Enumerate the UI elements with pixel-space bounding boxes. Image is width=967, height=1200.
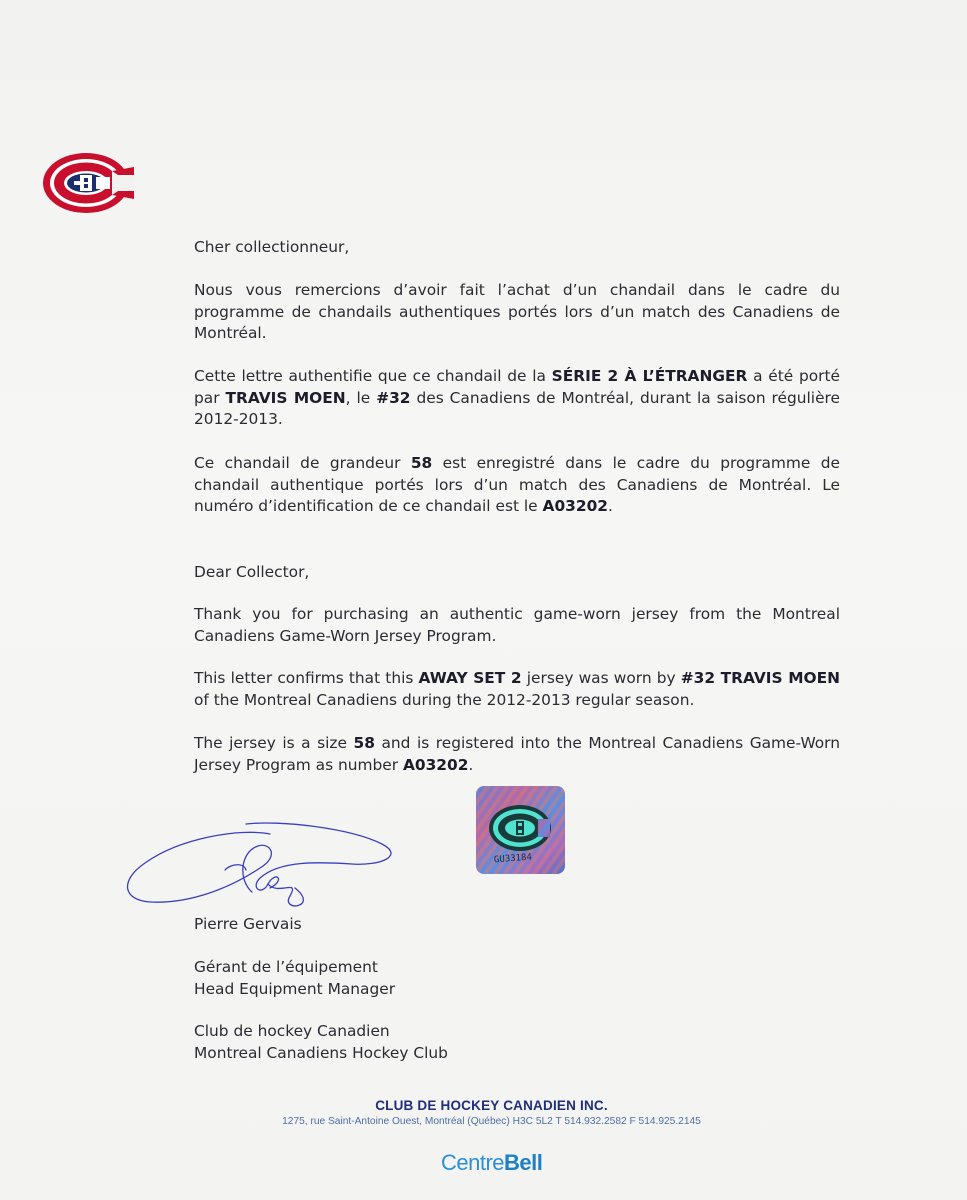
- paragraph-en-1: Thank you for purchasing an authentic game-worn jersey from the Montreal Canadiens Game-Worn Jersey Program.: [194, 605, 840, 645]
- canadiens-logo-icon: [42, 151, 134, 215]
- paragraph-fr-3: Ce chandail de grandeur 58 est enregistré dans le cadre du programme de chandail authentique portés lors d’un match des Canadiens de Montréal. Le numéro d’identification de ce chandail est le A03202.: [194, 454, 840, 515]
- footer-company: CLUB DE HOCKEY CANADIEN INC.: [375, 1098, 608, 1113]
- signature-icon: [120, 818, 400, 918]
- signatory-org-fr: Club de hockey Canadien: [194, 1022, 390, 1040]
- signatory-org-en: Montreal Canadiens Hockey Club: [194, 1044, 448, 1062]
- centre-bell-logo: CentreBell: [441, 1150, 543, 1175]
- signatory-title-en: Head Equipment Manager: [194, 980, 396, 998]
- footer-address: 1275, rue Saint-Antoine Ouest, Montréal (Québec) H3C 5L2 T 514.932.2582 F 514.925.2145: [282, 1116, 701, 1127]
- hologram-serial: GU33184: [493, 852, 533, 866]
- paragraph-fr-2: Cette lettre authentifie que ce chandail de la SÉRIE 2 À L’ÉTRANGER a été porté par TRAVIS MOEN, le #32 des Canadiens de Montréal, durant la saison régulière 2012-2013.: [194, 367, 841, 428]
- signatory-name: Pierre Gervais: [194, 915, 302, 933]
- salutation-fr: Cher collectionneur,: [194, 238, 350, 256]
- paragraph-fr-1: Nous vous remercions d’avoir fait l’achat d’un chandail dans le cadre du programme de chandails authentiques portés lors d’un match des Canadiens de Montréal.: [194, 281, 840, 342]
- signatory-title-fr: Gérant de l’équipement: [194, 958, 378, 976]
- hologram-sticker-icon: [476, 786, 565, 874]
- salutation-en: Dear Collector,: [194, 563, 310, 581]
- paragraph-en-3: The jersey is a size 58 and is registered into the Montreal Canadiens Game-Worn Jersey Program as number A03202.: [194, 734, 840, 774]
- paragraph-en-2: This letter confirms that this AWAY SET 2 jersey was worn by #32 TRAVIS MOEN of the Montreal Canadiens during the 2012-2013 regular season.: [194, 669, 840, 709]
